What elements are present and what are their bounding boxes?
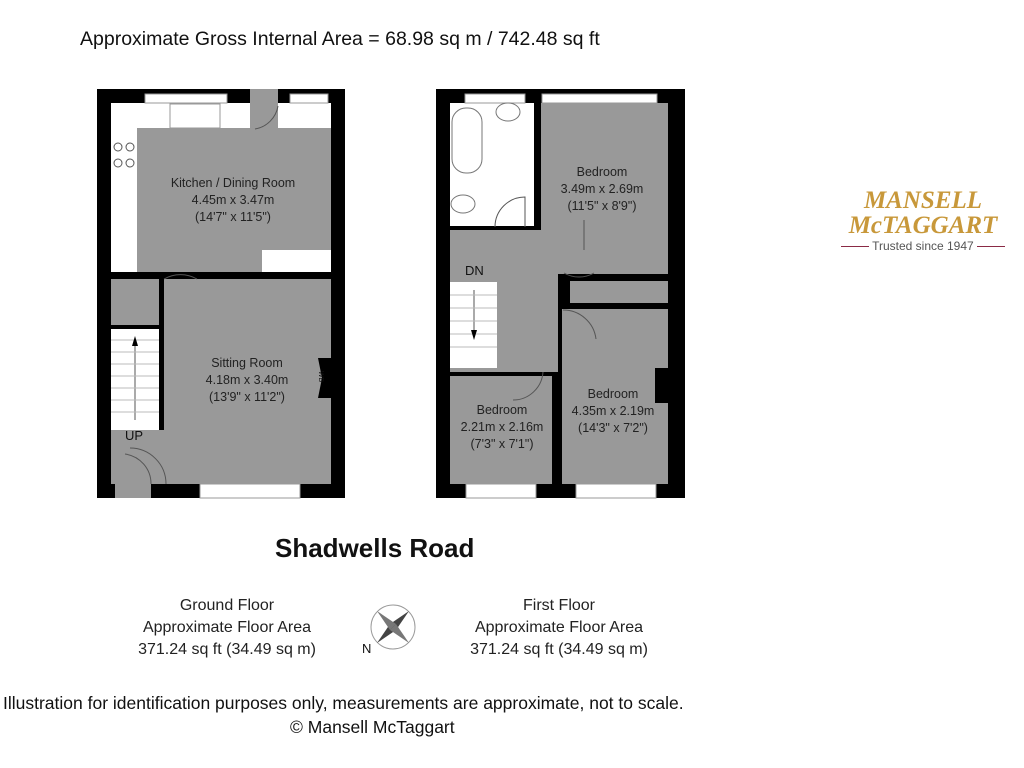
wb-label: WB bbox=[317, 370, 325, 383]
compass-north-label: N bbox=[362, 641, 372, 656]
property-name: Shadwells Road bbox=[275, 533, 475, 563]
compass-rose-icon bbox=[371, 605, 415, 649]
room-label-bedroom-2: Bedroom 2.21m x 2.16m (7'3" x 7'1") bbox=[460, 403, 544, 451]
disclaimer: Illustration for identification purposes only, measurements are approximate, not to scale. bbox=[3, 693, 684, 713]
gross-area-title: Approximate Gross Internal Area = 68.98 sq m / 742.48 sq ft bbox=[80, 28, 600, 50]
copyright: © Mansell McTaggart bbox=[290, 717, 455, 737]
mansell-mctaggart-logo: MANSELL McTAGGART Trusted since 1947 bbox=[828, 188, 1018, 254]
stairs-down-label: DN bbox=[465, 263, 484, 278]
ground-floor-caption: Ground Floor Approximate Floor Area 371.24 sq ft (34.49 sq m) bbox=[138, 597, 316, 658]
room-label-bedroom-3: Bedroom 4.35m x 2.19m (14'3" x 7'2") bbox=[571, 387, 655, 435]
stairs-up-label: UP bbox=[125, 428, 144, 443]
room-label-bedroom-1: Bedroom 3.49m x 2.69m (11'5" x 8'9") bbox=[560, 165, 644, 213]
room-label-sitting-room: Sitting Room 4.18m x 3.40m (13'9" x 11'2") bbox=[205, 356, 289, 404]
first-floor-caption: First Floor Approximate Floor Area 371.24 sq ft (34.49 sq m) bbox=[470, 597, 648, 658]
room-label-kitchen: Kitchen / Dining Room 4.45m x 3.47m (14'7" x 11'5") bbox=[170, 176, 296, 224]
